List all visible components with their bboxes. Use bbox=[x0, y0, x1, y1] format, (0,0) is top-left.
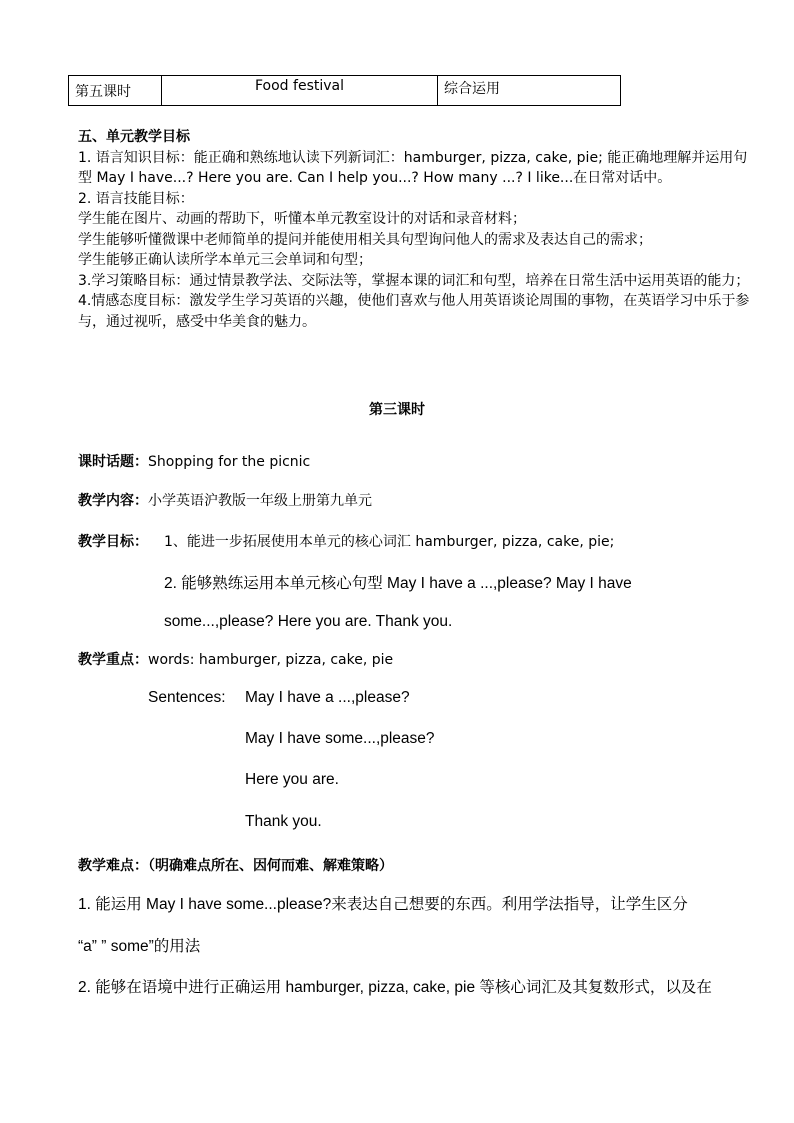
difficulty-item: 1. 能运用 May I have some...please?来表达自己想要的东西。利用学法指导，让学生区分 bbox=[78, 896, 688, 913]
objective-line: 学生能在图片、动画的帮助下，听懂本单元教室设计的对话和录音材料； bbox=[78, 211, 526, 227]
table-cell-topic: Food festival bbox=[162, 76, 438, 106]
goals-line bbox=[78, 531, 148, 551]
lesson-title: 第三课时 bbox=[369, 402, 425, 418]
difficulty-item: 2. 能够在语境中进行正确运用 hamburger, pizza, cake, pie 等核心词汇及其复数形式，以及在 bbox=[78, 979, 712, 996]
difficulty-label: 教学难点：（明确难点所在、因何而难、解难策略） bbox=[78, 858, 393, 874]
objective-line: 4.情感态度目标：激发学生学习英语的兴趣，使他们喜欢与他人用英语谈论周围的事物，在英语学习中乐于参与，通过视听，感受中华美食的魅力。 bbox=[78, 293, 750, 330]
section-heading: 五、单元教学目标 bbox=[78, 129, 190, 145]
content-value: 小学英语沪教版一年级上册第九单元 bbox=[148, 493, 372, 509]
lesson-table bbox=[68, 75, 621, 106]
content-line bbox=[78, 490, 372, 510]
key-words: words: hamburger, pizza, cake, pie bbox=[148, 652, 394, 668]
sentence-item: Here you are. bbox=[245, 771, 339, 788]
table-cell-type: 综合运用 bbox=[438, 76, 621, 106]
table-row bbox=[69, 76, 621, 106]
content-label: 教学内容： bbox=[78, 493, 148, 509]
key-label: 教学重点： bbox=[78, 652, 148, 668]
objective-line: 3.学习策略目标：通过情景教学法、交际法等，掌握本课的词汇和句型，培养在日常生活中运用英语的能力； bbox=[78, 272, 750, 289]
topic-line bbox=[78, 451, 310, 471]
sentence-item: May I have some...,please? bbox=[245, 730, 435, 747]
objective-line: 1. 语言知识目标：能正确和熟练地认读下列新词汇：hamburger, pizza, cake, pie; 能正确地理解并运用句型 May I have...? Here you are. Can I help you...? How many ...? I like...在日常对话中。 bbox=[78, 149, 748, 186]
table-cell-lesson: 第五课时 bbox=[69, 76, 162, 106]
sentence-item: Thank you. bbox=[245, 813, 322, 830]
topic-label: 课时话题： bbox=[78, 454, 148, 470]
difficulty-item: “a” ” some”的用法 bbox=[78, 938, 201, 955]
goal-item: some...,please? Here you are. Thank you. bbox=[164, 613, 453, 630]
goal-item: 1、能进一步拓展使用本单元的核心词汇 hamburger, pizza, cake, pie; bbox=[164, 534, 615, 550]
goals-label: 教学目标： bbox=[78, 534, 148, 550]
unit-objectives-section bbox=[78, 127, 750, 332]
topic-value: Shopping for the picnic bbox=[148, 454, 311, 470]
objective-line: 学生能够听懂微课中老师简单的提问并能使用相关具句型询问他人的需求及表达自己的需求； bbox=[78, 231, 652, 248]
objective-line: 学生能够正确认读所学本单元三会单词和句型； bbox=[78, 252, 372, 268]
sentences-label: Sentences: bbox=[148, 689, 226, 706]
goal-item: 2. 能够熟练运用本单元核心句型 May I have a ...,please? May I have bbox=[164, 575, 632, 592]
key-points-line bbox=[78, 649, 393, 669]
objective-line: 2. 语言技能目标： bbox=[78, 190, 194, 207]
sentence-item: May I have a ...,please? bbox=[245, 689, 410, 706]
